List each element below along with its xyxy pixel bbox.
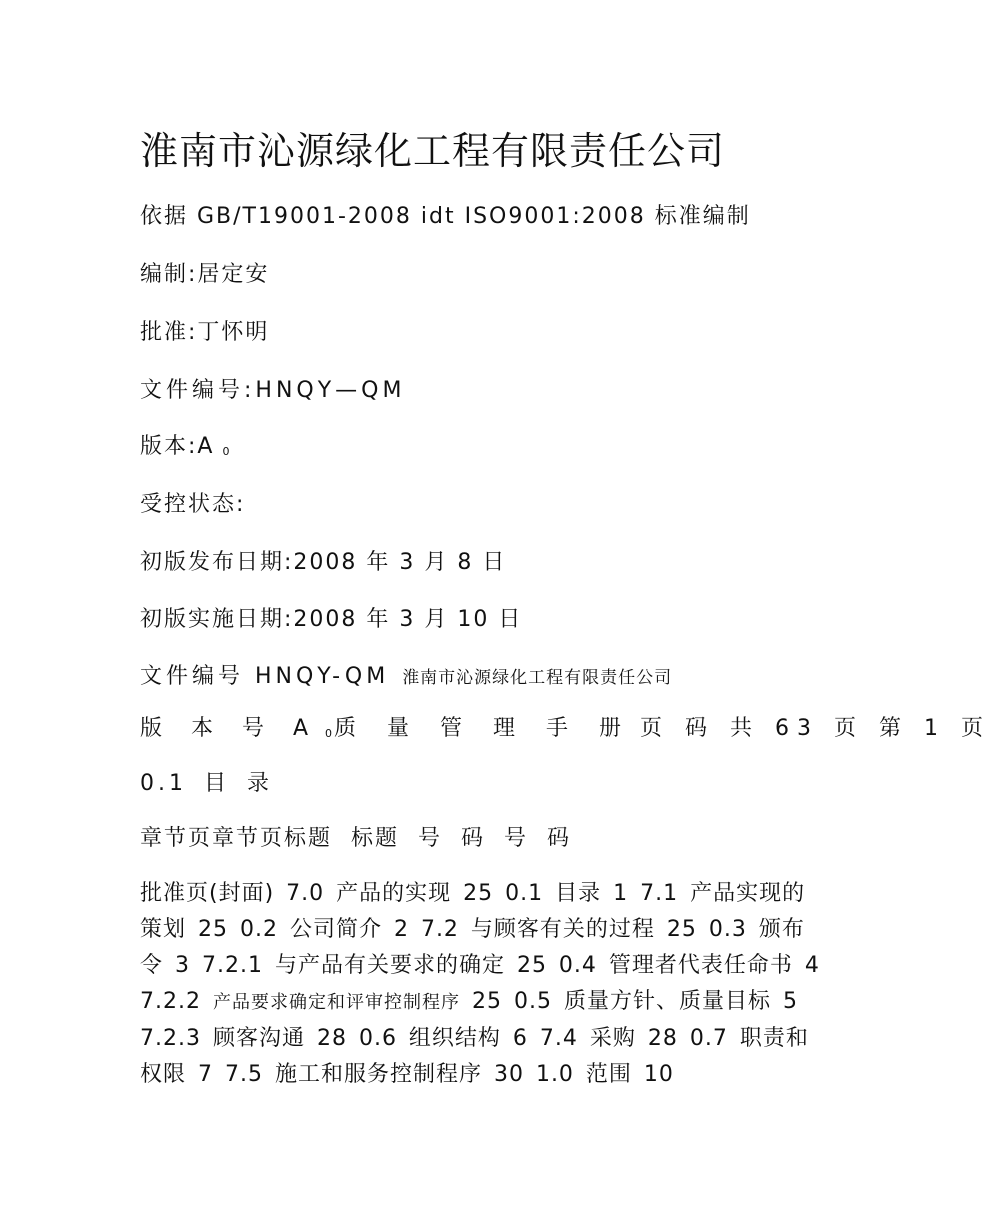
standard-basis: 依据 GB/T19001-2008 idt ISO9001:2008 标准编制	[140, 204, 751, 229]
header-page-count: 页 码 共 63 页 第 1 页	[640, 716, 991, 741]
version-label: 版本:A	[140, 434, 215, 459]
header-file-number: 文件编号 HNQY-QM	[140, 664, 390, 689]
header-version-subscript: 0	[325, 727, 333, 740]
toc-entries-part-3: 25 0.5 质量方针、质量目标 5 7.2.3 顾客沟通 28 0.6 组织结构 6 7.4 采购 28 0.7 职责和权限 7 7.5 施工和服务控制程序 30 1.0 范围 10	[140, 989, 809, 1087]
toc-entries	[140, 876, 820, 1093]
toc-entries-part-2: 产品要求确定和评审控制程序	[212, 992, 460, 1013]
compiled-by: 编制:居定安	[140, 262, 270, 287]
header-company: 淮南市沁源绿化工程有限责任公司	[402, 668, 673, 688]
first-implementation-date: 初版实施日期:2008 年 3 月 10 日	[140, 607, 523, 632]
document-title: 淮南市沁源绿化工程有限责任公司	[140, 129, 726, 173]
first-release-date: 初版发布日期:2008 年 3 月 8 日	[140, 550, 507, 575]
page-header-line-2	[140, 716, 991, 747]
approved-by: 批准:丁怀明	[140, 320, 270, 345]
page-header-line-1	[140, 664, 672, 691]
header-manual-title: 质 量 管 理 手 册	[334, 716, 633, 741]
header-version: 版 本 号 A	[140, 716, 320, 741]
file-number: 文件编号:HNQY—QM	[140, 378, 406, 403]
version-subscript: 0	[222, 445, 232, 458]
toc-entries-part-1: 批准页(封面) 7.0 产品的实现 25 0.1 目录 1 7.1 产品实现的策划 25 0.2 公司简介 2 7.2 与顾客有关的过程 25 0.3 颁布令 3 7.2.1 与产品有关要求的确定 25 0.4 管理者代表任命书 4 7.2.2	[140, 881, 820, 1014]
version	[140, 434, 231, 465]
toc-column-headers: 章节页章节页标题 标题 号 码 号 码	[140, 826, 571, 851]
control-status: 受控状态:	[140, 492, 246, 517]
toc-title: 0.1 目 录	[140, 771, 273, 796]
